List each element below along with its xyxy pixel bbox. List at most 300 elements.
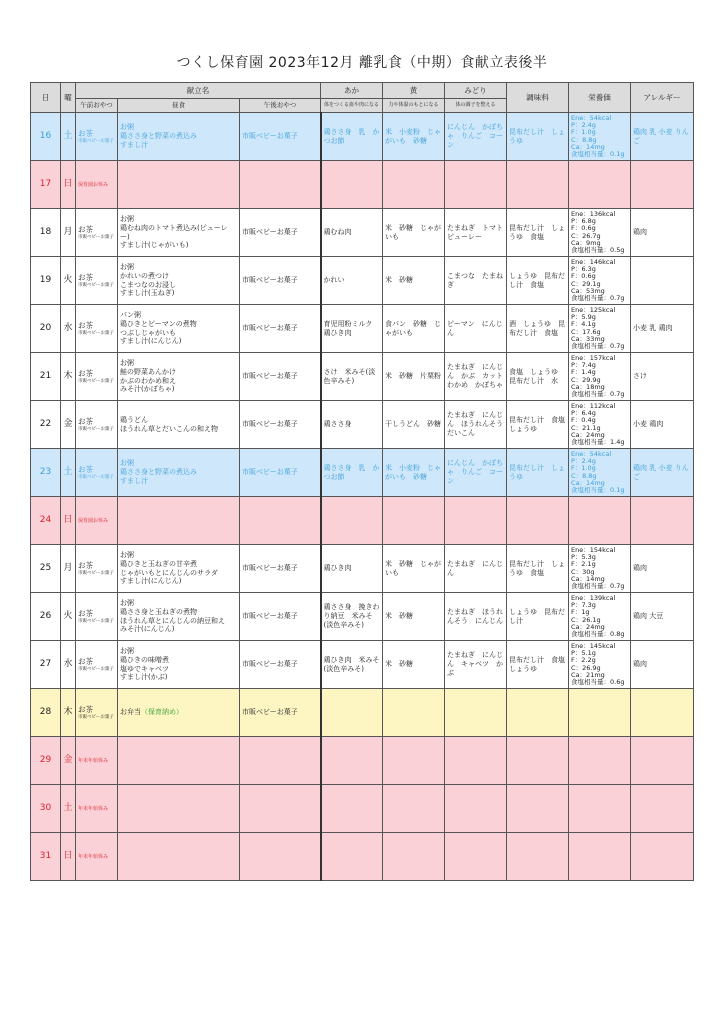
lunch-bento: お弁当: [120, 708, 141, 717]
nutrition-value: P：2.4g: [571, 456, 596, 465]
green-food-cell: にんじん かぼちゃ りんご コーン: [445, 449, 507, 497]
lunch-item: 鶏ひきとピーマンの煮物: [120, 319, 197, 328]
nutrition-cell: [569, 209, 631, 257]
green-food-cell: たまねぎ にんじん かぶ カットわかめ かぼちゃ: [445, 353, 507, 401]
lunch-item: お粥: [120, 599, 134, 607]
lunch-item: お粥: [120, 359, 134, 367]
nutrition-value: 食塩相当量：1.4g: [571, 438, 625, 447]
weekday-cell: 月: [61, 209, 76, 257]
nutrition-value: C：26.7g: [571, 231, 601, 240]
afternoon-snack-cell: 市販ベビーお菓子: [240, 593, 321, 641]
header-weekday: 曜: [61, 83, 76, 113]
nutrition-value: Ene：146kcal: [571, 257, 616, 266]
morning-snack-sweets: 市販ベビーお菓子: [78, 378, 114, 384]
weekday-cell: 金: [61, 737, 76, 785]
yellow-food-cell: 米 小麦粉 じゃがいも 砂糖: [383, 449, 445, 497]
empty-cell: [507, 833, 569, 881]
day-cell: 24: [31, 497, 61, 545]
weekday-cell: 土: [61, 449, 76, 497]
morning-snack-sweets: 市販ベビーお菓子: [78, 234, 114, 240]
afternoon-snack-cell: 市販ベビーお菓子: [240, 689, 321, 737]
empty-cell: [240, 161, 321, 209]
table-row: [31, 353, 694, 401]
weekday-cell: 金: [61, 401, 76, 449]
lunch-item: かれいの煮つけ: [120, 271, 169, 280]
lunch-cell: [118, 689, 240, 737]
yellow-food-cell: 米 砂糖: [383, 593, 445, 641]
morning-snack-sweets: 市販ベビーお菓子: [78, 618, 114, 624]
allergy-cell: 鶏肉 乳 小麦 りんご: [631, 113, 694, 161]
empty-cell: [321, 833, 383, 881]
afternoon-snack-cell: 市販ベビーお菓子: [240, 545, 321, 593]
nutrition-value: 食塩相当量：0.7g: [571, 390, 625, 399]
header-morning-snack: 午前おやつ: [76, 99, 118, 113]
morning-snack-cell: [76, 353, 118, 401]
nutrition-cell: [569, 113, 631, 161]
lunch-item: すまし汁(かぶ): [120, 673, 168, 682]
nutrition-value: F：1.4g: [571, 368, 596, 377]
red-food-cell: 鶏ささ身 乳 かつお節: [321, 113, 383, 161]
day-cell: 31: [31, 833, 61, 881]
seasoning-cell: 食塩 しょうゆ 昆布だし汁 水: [507, 353, 569, 401]
empty-cell: [507, 497, 569, 545]
red-food-cell: 育児用粉ミルク 鶏ひき肉: [321, 305, 383, 353]
lunch-item: 鮭の野菜あんかけ: [120, 367, 176, 376]
nutrition-value: C：21.1g: [571, 423, 601, 432]
table-row: [31, 449, 694, 497]
weekday-cell: 火: [61, 593, 76, 641]
table-row: [31, 737, 694, 785]
empty-cell: [240, 497, 321, 545]
page-title: つくし保育園 2023年12月 離乳食（中期）食献立表後半: [176, 55, 548, 71]
lunch-item: 鶏ひきと玉ねぎの甘辛煮: [120, 559, 197, 568]
lunch-item: パン粥: [120, 311, 141, 319]
nutrition-value: F：0.6g: [571, 272, 596, 281]
nutrition-value: 食塩相当量：0.1g: [571, 486, 625, 495]
morning-snack-cell: [76, 641, 118, 689]
closed-note: [76, 833, 118, 881]
closed-note: [76, 161, 118, 209]
nutrition-value: P：5.1g: [571, 648, 596, 657]
lunch-item: つぶしじゃがいも: [120, 328, 176, 337]
nutrition-value: C：8.8g: [571, 471, 597, 480]
closed-note-text: 保育園お休み: [78, 182, 109, 189]
morning-snack-drink: お茶: [78, 416, 93, 426]
morning-snack-cell: [76, 401, 118, 449]
morning-snack-cell: [76, 545, 118, 593]
nutrition-value: F：4.1g: [571, 320, 596, 329]
weekday-cell: 日: [61, 161, 76, 209]
empty-cell: [569, 497, 631, 545]
empty-cell: [383, 161, 445, 209]
empty-cell: [631, 689, 694, 737]
lunch-item: かぶのわかめ和え: [120, 376, 176, 385]
yellow-food-cell: 米 砂糖 じゃがいも: [383, 209, 445, 257]
lunch-note: （保育納め）: [141, 708, 183, 717]
weekday-cell: 月: [61, 545, 76, 593]
lunch-item: 鶏うどん: [120, 415, 148, 424]
table-row: [31, 497, 694, 545]
green-food-cell: ピーマン にんじん: [445, 305, 507, 353]
nutrition-value: Ca：14mg: [571, 574, 605, 583]
yellow-food-cell: 米 砂糖 片栗粉: [383, 353, 445, 401]
yellow-food-cell: 米 砂糖: [383, 641, 445, 689]
empty-cell: [507, 161, 569, 209]
empty-cell: [569, 785, 631, 833]
morning-snack-drink: お茶: [78, 272, 93, 282]
morning-snack-drink: お茶: [78, 656, 93, 666]
afternoon-snack-cell: 市販ベビーお菓子: [240, 401, 321, 449]
header-yellow-sub: 力や体温のもとになる: [383, 99, 445, 113]
empty-cell: [240, 833, 321, 881]
nutrition-value: F：0.6g: [571, 224, 596, 233]
header-menu: 献立名: [76, 83, 321, 99]
nutrition-value: C：26.1g: [571, 615, 601, 624]
morning-snack-sweets: 市販ベビーお菓子: [78, 474, 114, 480]
nutrition-value: C：8.8g: [571, 135, 597, 144]
lunch-item: ほうれん草とだいこんの和え物: [120, 424, 218, 433]
red-food-cell: かれい: [321, 257, 383, 305]
allergy-cell: 小麦 乳 鶏肉: [631, 305, 694, 353]
day-cell: 29: [31, 737, 61, 785]
closed-note-text: 年末年始休み: [78, 758, 109, 765]
day-cell: 25: [31, 545, 61, 593]
yellow-food-cell: 米 砂糖 じゃがいも: [383, 545, 445, 593]
morning-snack-sweets: 市販ベビーお菓子: [78, 330, 114, 336]
yellow-food-cell: 食パン 砂糖 じゃがいも: [383, 305, 445, 353]
empty-cell: [383, 833, 445, 881]
nutrition-value: F：0.4g: [571, 416, 596, 425]
empty-cell: [321, 497, 383, 545]
morning-snack-drink: お茶: [78, 368, 93, 378]
nutrition-value: Ene：154kcal: [571, 545, 616, 554]
header-yellow: 黄: [383, 83, 445, 99]
nutrition-value: P：6.3g: [571, 264, 596, 273]
weekday-cell: 木: [61, 689, 76, 737]
seasoning-cell: 昆布だし汁 食塩 しょうゆ: [507, 401, 569, 449]
nutrition-value: C：30g: [571, 567, 595, 576]
empty-cell: [631, 161, 694, 209]
empty-cell: [445, 785, 507, 833]
table-row: [31, 257, 694, 305]
empty-cell: [507, 737, 569, 785]
nutrition-value: P：6.4g: [571, 408, 596, 417]
afternoon-snack-cell: 市販ベビーお菓子: [240, 353, 321, 401]
weekday-cell: 土: [61, 113, 76, 161]
day-cell: 19: [31, 257, 61, 305]
green-food-cell: こまつな たまねぎ: [445, 257, 507, 305]
morning-snack-drink: お茶: [78, 560, 93, 570]
lunch-item: すまし汁: [120, 140, 148, 149]
morning-snack-cell: [76, 209, 118, 257]
lunch-cell: [118, 257, 240, 305]
seasoning-cell: 昆布だし汁 食塩 しょうゆ: [507, 641, 569, 689]
empty-cell: [118, 833, 240, 881]
nutrition-value: Ca：14mg: [571, 478, 605, 487]
lunch-item: お粥: [120, 459, 134, 468]
nutrition-value: P：7.3g: [571, 600, 596, 609]
nutrition-value: Ene：125kcal: [571, 305, 616, 314]
table-row: [31, 785, 694, 833]
empty-cell: [118, 737, 240, 785]
header-lunch: 昼食: [118, 99, 240, 113]
closed-note-text: 年末年始休み: [78, 806, 109, 813]
lunch-item: こまつなのお浸し: [120, 280, 176, 289]
nutrition-value: Ene：54kcal: [571, 449, 612, 458]
day-cell: 27: [31, 641, 61, 689]
nutrition-cell: [569, 353, 631, 401]
table-row: [31, 833, 694, 881]
nutrition-cell: [569, 449, 631, 497]
empty-cell: [445, 689, 507, 737]
red-food-cell: 鶏ささ身 挽きわり納豆 米みそ(淡色辛みそ): [321, 593, 383, 641]
nutrition-cell: [569, 545, 631, 593]
closed-note-text: 保育園お休み: [78, 518, 109, 525]
table-row: [31, 689, 694, 737]
lunch-item: お粥: [120, 551, 134, 559]
seasoning-cell: 昆布だし汁 しょうゆ 食塩: [507, 545, 569, 593]
header-day: 日: [31, 83, 61, 113]
day-cell: 23: [31, 449, 61, 497]
morning-snack-sweets: 市販ベビーお菓子: [78, 282, 114, 288]
table-row: [31, 113, 694, 161]
lunch-item: お粥: [120, 647, 134, 655]
empty-cell: [445, 833, 507, 881]
day-cell: 28: [31, 689, 61, 737]
lunch-item: 塩ゆでキャベツ: [120, 664, 169, 673]
header-red-sub: 体をつくる血や肉になる: [321, 99, 383, 113]
lunch-cell: [118, 401, 240, 449]
morning-snack-drink: お茶: [78, 224, 93, 234]
empty-cell: [240, 737, 321, 785]
header-seasoning: 調味料: [507, 83, 569, 113]
green-food-cell: にんじん かぼちゃ りんご コーン: [445, 113, 507, 161]
nutrition-value: 食塩相当量：0.1g: [571, 150, 625, 159]
closed-note: [76, 785, 118, 833]
afternoon-snack-cell: 市販ベビーお菓子: [240, 113, 321, 161]
empty-cell: [118, 497, 240, 545]
morning-snack-drink: お茶: [78, 128, 93, 138]
lunch-item: ほうれん草とにんじんの納豆和え: [120, 616, 225, 625]
yellow-food-cell: 米 砂糖: [383, 257, 445, 305]
nutrition-value: Ca：24mg: [571, 430, 605, 439]
red-food-cell: 鶏むね肉: [321, 209, 383, 257]
nutrition-cell: [569, 593, 631, 641]
yellow-food-cell: 米 小麦粉 じゃがいも 砂糖: [383, 113, 445, 161]
lunch-item: 鶏ささ身と野菜の煮込み: [120, 468, 197, 477]
closed-note: [76, 497, 118, 545]
seasoning-cell: 昆布だし汁 しょうゆ 食塩: [507, 209, 569, 257]
seasoning-cell: 酒 しょうゆ 昆布だし汁 食塩: [507, 305, 569, 353]
nutrition-value: 食塩相当量：0.6g: [571, 678, 625, 687]
day-cell: 16: [31, 113, 61, 161]
nutrition-value: 食塩相当量：0.7g: [571, 294, 625, 303]
empty-cell: [118, 785, 240, 833]
morning-snack-sweets: 市販ベビーお菓子: [78, 138, 114, 144]
empty-cell: [569, 689, 631, 737]
morning-snack-drink: お茶: [78, 464, 93, 474]
lunch-item: お粥: [120, 263, 134, 271]
nutrition-value: Ene：139kcal: [571, 593, 616, 602]
nutrition-value: Ene：157kcal: [571, 353, 616, 362]
red-food-cell: 鶏ひき肉 米みそ(淡色辛みそ): [321, 641, 383, 689]
table-row: [31, 305, 694, 353]
table-row: [31, 641, 694, 689]
day-cell: 17: [31, 161, 61, 209]
lunch-item: すまし汁: [120, 476, 148, 485]
empty-cell: [507, 785, 569, 833]
allergy-cell: 鶏肉: [631, 545, 694, 593]
nutrition-value: Ene：136kcal: [571, 209, 616, 218]
nutrition-value: Ene：145kcal: [571, 641, 616, 650]
nutrition-value: Ca：14mg: [571, 142, 605, 151]
day-cell: 30: [31, 785, 61, 833]
lunch-item: すまし汁(にんじん): [120, 337, 182, 346]
lunch-item: すまし汁(にんじん): [120, 577, 182, 586]
red-food-cell: さけ 米みそ(淡色辛みそ): [321, 353, 383, 401]
nutrition-cell: [569, 401, 631, 449]
menu-table: [30, 82, 694, 881]
nutrition-value: F：1g: [571, 608, 590, 617]
closed-note: [76, 737, 118, 785]
allergy-cell: 鶏肉: [631, 209, 694, 257]
nutrition-value: Ene：112kcal: [571, 401, 616, 410]
morning-snack-drink: お茶: [78, 704, 93, 714]
weekday-cell: 水: [61, 305, 76, 353]
nutrition-value: C：29.1g: [571, 279, 601, 288]
nutrition-value: F：2.2g: [571, 656, 596, 665]
morning-snack-cell: [76, 113, 118, 161]
nutrition-value: 食塩相当量：0.7g: [571, 582, 625, 591]
header-green-sub: 体の調子を整える: [445, 99, 507, 113]
lunch-cell: [118, 305, 240, 353]
nutrition-value: F：1.0g: [571, 464, 596, 473]
green-food-cell: たまねぎ トマトピューレー: [445, 209, 507, 257]
seasoning-cell: 昆布だし汁 しょうゆ: [507, 113, 569, 161]
lunch-item: お粥: [120, 123, 134, 132]
day-cell: 22: [31, 401, 61, 449]
nutrition-value: 食塩相当量：0.5g: [571, 246, 625, 255]
allergy-cell: 鶏肉 乳 小麦 りんご: [631, 449, 694, 497]
green-food-cell: たまねぎ ほうれんそう にんじん: [445, 593, 507, 641]
nutrition-value: Ca：21mg: [571, 670, 605, 679]
empty-cell: [631, 833, 694, 881]
day-cell: 18: [31, 209, 61, 257]
empty-cell: [445, 497, 507, 545]
nutrition-value: Ca：9mg: [571, 238, 601, 247]
nutrition-value: Ene：54kcal: [571, 113, 612, 122]
morning-snack-sweets: 市販ベビーお菓子: [78, 426, 114, 432]
nutrition-value: P：7.4g: [571, 360, 596, 369]
morning-snack-sweets: 市販ベビーお菓子: [78, 714, 114, 720]
empty-cell: [631, 785, 694, 833]
empty-cell: [569, 833, 631, 881]
morning-snack-sweets: 市販ベビーお菓子: [78, 570, 114, 576]
lunch-cell: [118, 353, 240, 401]
nutrition-cell: [569, 641, 631, 689]
empty-cell: [383, 689, 445, 737]
table-row: [31, 161, 694, 209]
green-food-cell: たまねぎ にんじん キャベツ かぶ: [445, 641, 507, 689]
morning-snack-cell: [76, 257, 118, 305]
table-row: [31, 401, 694, 449]
lunch-item: 鶏ひきの味噌煮: [120, 655, 169, 664]
yellow-food-cell: 干しうどん 砂糖: [383, 401, 445, 449]
lunch-cell: [118, 449, 240, 497]
nutrition-value: 食塩相当量：0.8g: [571, 630, 625, 639]
header-afternoon-snack: 午後おやつ: [240, 99, 321, 113]
empty-cell: [383, 497, 445, 545]
morning-snack-sweets: 市販ベビーお菓子: [78, 666, 114, 672]
empty-cell: [118, 161, 240, 209]
table-row: [31, 593, 694, 641]
morning-snack-drink: お茶: [78, 320, 93, 330]
red-food-cell: 鶏ささ身: [321, 401, 383, 449]
allergy-cell: さけ: [631, 353, 694, 401]
lunch-cell: [118, 113, 240, 161]
green-food-cell: たまねぎ にんじん ほうれんそう だいこん: [445, 401, 507, 449]
empty-cell: [569, 161, 631, 209]
nutrition-value: C：26.9g: [571, 663, 601, 672]
weekday-cell: 土: [61, 785, 76, 833]
nutrition-value: P：5.3g: [571, 552, 596, 561]
weekday-cell: 木: [61, 353, 76, 401]
empty-cell: [321, 161, 383, 209]
nutrition-cell: [569, 257, 631, 305]
weekday-cell: 水: [61, 641, 76, 689]
green-food-cell: たまねぎ にんじん: [445, 545, 507, 593]
lunch-item: 鶏ささ身と野菜の煮込み: [120, 132, 197, 141]
nutrition-value: C：17.6g: [571, 327, 601, 336]
lunch-item: すまし汁(じゃがいも): [120, 241, 189, 250]
table-row: [31, 209, 694, 257]
header-red: あか: [321, 83, 383, 99]
lunch-item: みそ汁(にんじん): [120, 625, 175, 634]
nutrition-value: F：1.0g: [571, 128, 596, 137]
empty-cell: [383, 737, 445, 785]
header-nutrition: 栄養価: [569, 83, 631, 113]
afternoon-snack-cell: 市販ベビーお菓子: [240, 305, 321, 353]
nutrition-value: F：2.1g: [571, 560, 596, 569]
lunch-item: すまし汁(玉ねぎ): [120, 289, 175, 298]
allergy-cell: 鶏肉 大豆: [631, 593, 694, 641]
nutrition-value: Ca：33mg: [571, 334, 605, 343]
afternoon-snack-cell: 市販ベビーお菓子: [240, 209, 321, 257]
day-cell: 26: [31, 593, 61, 641]
empty-cell: [445, 161, 507, 209]
nutrition-value: P：5.9g: [571, 312, 596, 321]
nutrition-cell: [569, 305, 631, 353]
header-green: みどり: [445, 83, 507, 99]
closed-note-text: 年末年始休み: [78, 854, 109, 861]
afternoon-snack-cell: 市販ベビーお菓子: [240, 449, 321, 497]
morning-snack-cell: [76, 593, 118, 641]
nutrition-value: P：6.8g: [571, 216, 596, 225]
lunch-cell: [118, 545, 240, 593]
lunch-item: じゃがいもとにんじんのサラダ: [120, 568, 218, 577]
morning-snack-drink: お茶: [78, 608, 93, 618]
nutrition-value: Ca：18mg: [571, 382, 605, 391]
lunch-item: 鶏むね肉のトマト煮込み(ピューレー): [120, 223, 228, 241]
morning-snack-cell: [76, 305, 118, 353]
empty-cell: [569, 737, 631, 785]
lunch-cell: [118, 209, 240, 257]
empty-cell: [240, 785, 321, 833]
nutrition-value: Ca：53mg: [571, 286, 605, 295]
empty-cell: [507, 689, 569, 737]
seasoning-cell: しょうゆ 昆布だし汁 食塩: [507, 257, 569, 305]
seasoning-cell: 昆布だし汁 しょうゆ: [507, 449, 569, 497]
